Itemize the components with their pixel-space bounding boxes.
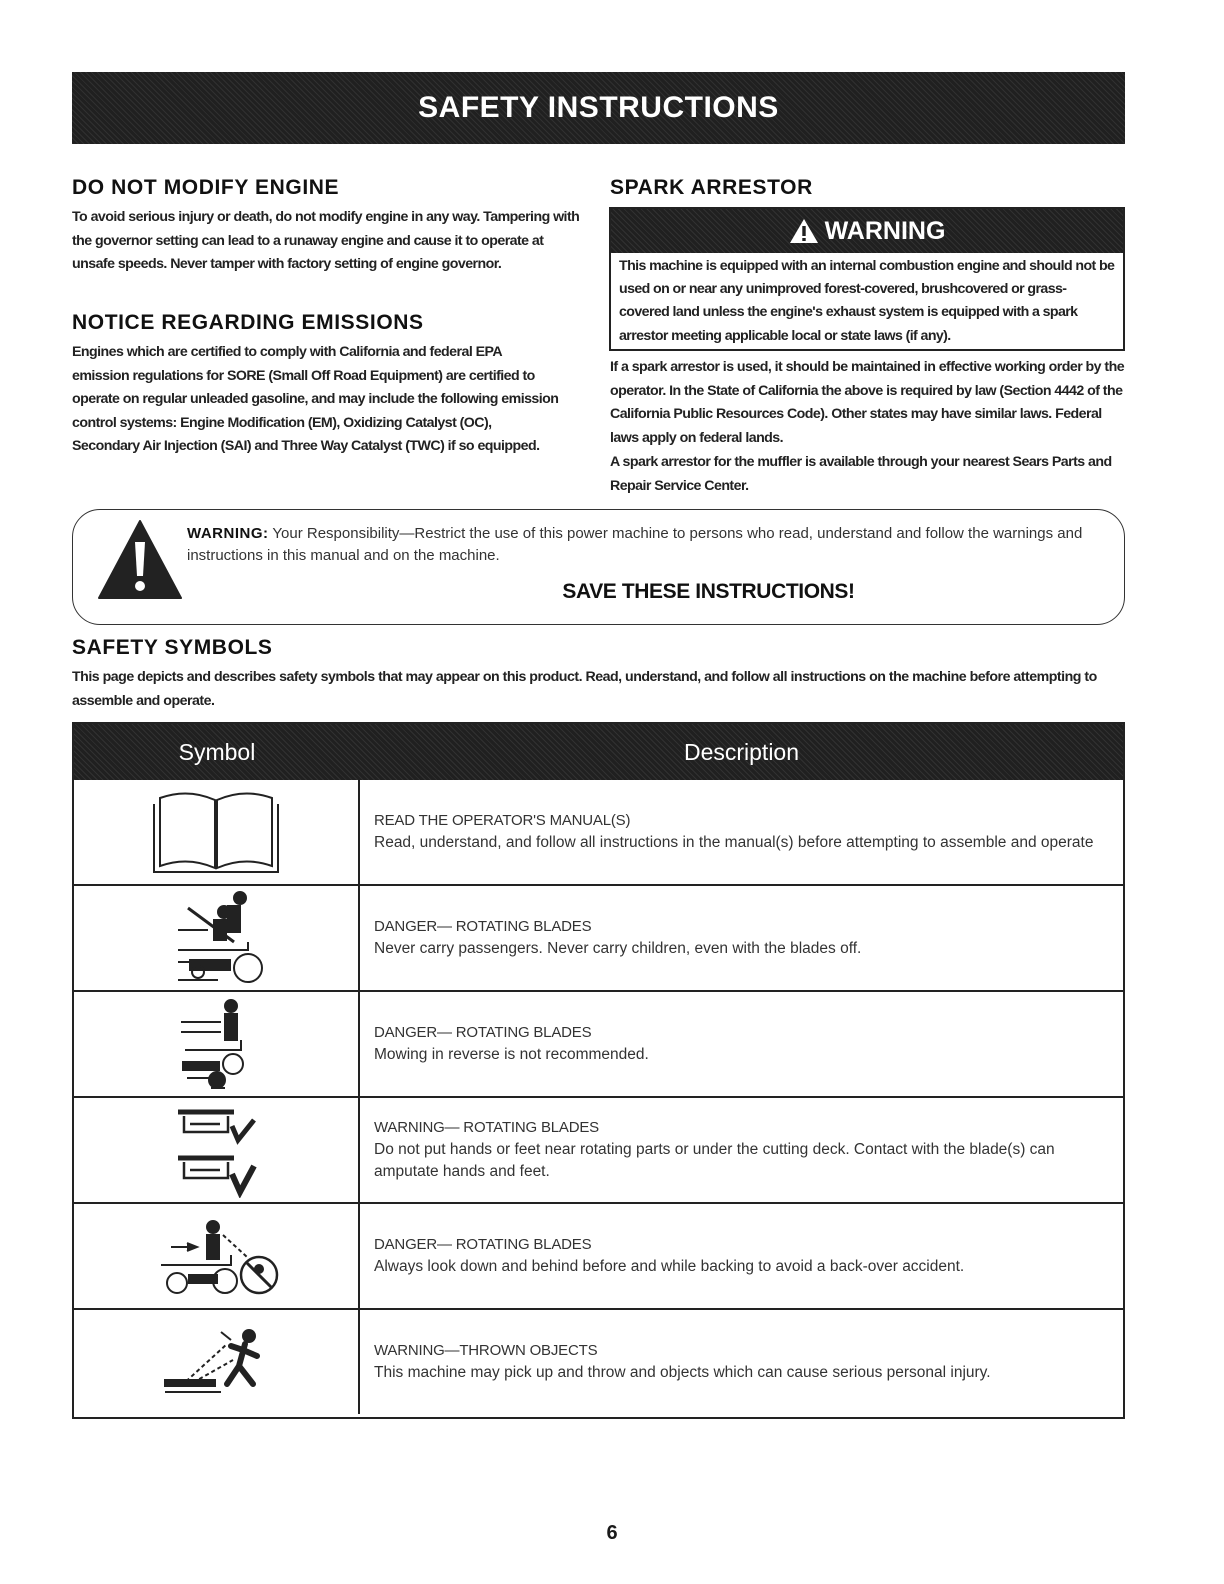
- spark-warning-text: This machine is equipped with an internal combustion engine and should not be used on or near any unimproved forest-covered, brushcovered or grass-covered land unless the engine's exhaust system is equipped with a spark arrestor meeting applicable local or state laws (if any).: [619, 258, 1115, 344]
- table-row: [74, 990, 1123, 1096]
- responsibility-warning-box: [72, 509, 1125, 625]
- modify-engine-heading: DO NOT MODIFY ENGINE: [72, 176, 340, 199]
- symbol-cell: [74, 1098, 360, 1202]
- table-header: [74, 724, 1123, 780]
- row-title: WARNING— ROTATING BLADES: [374, 1119, 599, 1136]
- row-title: DANGER— ROTATING BLADES: [374, 1024, 592, 1041]
- table-row: [74, 884, 1123, 990]
- modify-engine-text: To avoid serious injury or death, do not modify engine in any way. Tampering with the governor setting can lead to a runaway engine and cause it to operate at unsafe speeds. Never tamper with factory setting of engine governor.: [72, 209, 580, 272]
- safety-symbols-intro: This page depicts and describes safety symbols that may appear on this product. Read, understand, and follow all instructions on the machine before attempting to assemble and operate.: [72, 669, 1097, 709]
- warning-triangle-icon: [789, 218, 819, 244]
- page-title-banner: SAFETY INSTRUCTIONS: [72, 72, 1125, 144]
- table-row: [74, 1202, 1123, 1308]
- table-row: [74, 1096, 1123, 1202]
- symbol-cell: [74, 780, 360, 884]
- spark-warning-label: WARNING: [824, 216, 946, 245]
- row-text: Read, understand, and follow all instructions in the manual(s) before attempting to assemble and operate: [374, 834, 1094, 851]
- column-header-symbol: Symbol: [178, 738, 256, 765]
- row-text: Mowing in reverse is not recommended.: [374, 1046, 649, 1063]
- description-cell: [360, 1204, 1123, 1308]
- symbol-cell: [74, 992, 360, 1096]
- description-cell: [360, 886, 1123, 990]
- emissions-text: Engines which are certified to comply with California and federal EPA emission regulations for SORE (Small Off Road Equipment) are certified to operate on regular unleaded gasoline, and may include the following emission control systems: Engine Modification (EM), Oxidizing Catalyst (OC), Secondary Air Injection (SAI) and Three Way Catalyst (TWC) if so equipped.: [72, 344, 559, 454]
- table-row: [74, 1308, 1123, 1414]
- responsibility-label: WARNING:: [187, 525, 269, 542]
- row-text: This machine may pick up and throw and objects which can cause serious personal injury.: [374, 1364, 991, 1381]
- column-header-description: Description: [683, 738, 800, 765]
- description-cell: [360, 1098, 1123, 1202]
- emissions-heading: NOTICE REGARDING EMISSIONS: [72, 311, 424, 334]
- row-title: DANGER— ROTATING BLADES: [374, 918, 592, 935]
- description-cell: [360, 992, 1123, 1096]
- reverse-mowing-icon: [171, 996, 261, 1092]
- description-cell: [360, 780, 1123, 884]
- spark-warning-box: [609, 207, 1125, 351]
- look-behind-icon: [151, 1213, 281, 1299]
- responsibility-text-block: [187, 523, 1107, 567]
- row-text: Never carry passengers. Never carry children, even with the blades off.: [374, 940, 862, 957]
- save-instructions-text: SAVE THESE INSTRUCTIONS!: [562, 580, 855, 603]
- row-title: READ THE OPERATOR'S MANUAL(S): [374, 812, 631, 829]
- symbol-cell: [74, 1204, 360, 1308]
- hand-foot-blade-icon: [174, 1102, 258, 1198]
- symbol-cell: [74, 886, 360, 990]
- responsibility-text: Your Responsibility—Restrict the use of this power machine to persons who read, understand and follow the warnings and instructions in this manual and on the machine.: [187, 525, 1083, 564]
- spark-warning-header: [611, 209, 1123, 253]
- spark-arrestor-text: If a spark arrestor is used, it should be maintained in effective working order by the operator. In the State of California the above is required by law (Section 4442 of the California Public Resources Code). Other states may have similar laws. Federal laws apply on federal lands.: [610, 359, 1125, 446]
- spark-arrestor-parts-text: A spark arrestor for the muffler is available through your nearest Sears Parts and Repair Service Center.: [610, 454, 1112, 494]
- table-row: [74, 780, 1123, 884]
- description-cell: [360, 1310, 1123, 1414]
- page-number: 6: [606, 1522, 618, 1544]
- row-title: WARNING—THROWN OBJECTS: [374, 1342, 598, 1359]
- spark-arrestor-heading: SPARK ARRESTOR: [610, 176, 813, 199]
- row-title: DANGER— ROTATING BLADES: [374, 1236, 592, 1253]
- no-passengers-icon: [168, 890, 264, 986]
- safety-symbols-table: [72, 722, 1125, 1419]
- manual-icon: [146, 786, 286, 878]
- row-text: Always look down and behind before and while backing to avoid a back-over accident.: [374, 1258, 965, 1275]
- thrown-objects-icon: [161, 1326, 271, 1398]
- safety-symbols-heading: SAFETY SYMBOLS: [72, 636, 273, 659]
- symbol-cell: [74, 1310, 360, 1414]
- row-text: Do not put hands or feet near rotating parts or under the cutting deck. Contact with the blade(s) can amputate hands and feet.: [374, 1141, 1055, 1180]
